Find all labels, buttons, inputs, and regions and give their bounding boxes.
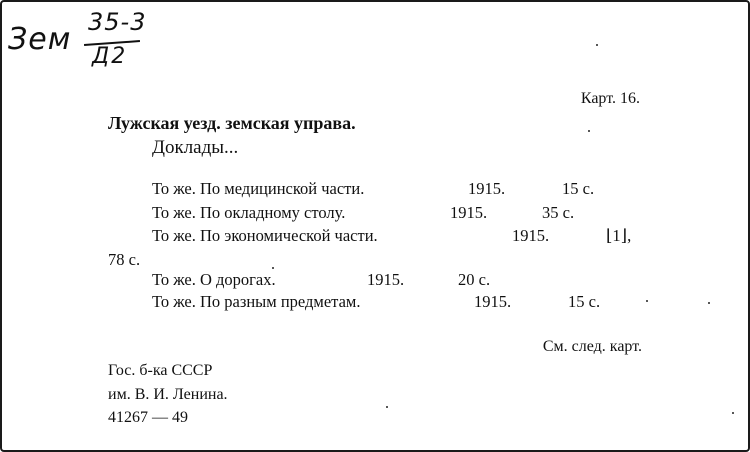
entry-2-pages: 35 с. <box>542 203 575 222</box>
entry-3-text: То же. По экономической части. <box>152 226 378 245</box>
library-name: Гос. б-ка СССР <box>108 362 213 379</box>
entry-2-year: 1915. <box>450 203 488 222</box>
entry-1-text: То же. По медицинской части. <box>152 179 365 198</box>
entry-5-text: То же. По разным предметам. <box>152 292 361 311</box>
entry-2-text: То же. По окладному столу. <box>152 203 346 222</box>
scan-speck <box>708 302 710 304</box>
scan-speck <box>386 406 388 408</box>
scan-speck <box>272 267 274 269</box>
handwritten-shelfmark: Зем <box>8 22 72 57</box>
inventory-number: 41267 — 49 <box>108 409 188 426</box>
handwritten-fraction-bottom: Д2 <box>92 44 128 69</box>
entry-3-continuation: 78 с. <box>108 250 141 269</box>
entry-5-year: 1915. <box>474 292 512 311</box>
scan-speck <box>588 130 590 132</box>
entry-1-year: 1915. <box>468 179 506 198</box>
library-dedication: им. В. И. Ленина. <box>108 386 228 403</box>
card-title: Лужская уезд. земская управа. <box>108 113 356 133</box>
entry-4-pages: 20 с. <box>458 270 491 289</box>
handwritten-fraction-top: 35-3 <box>88 8 147 36</box>
entry-4-year: 1915. <box>367 270 405 289</box>
card-subtitle: Доклады... <box>152 137 239 158</box>
card-number: Карт. 16. <box>580 90 640 107</box>
entry-4-text: То же. О дорогах. <box>152 270 276 289</box>
scan-speck <box>732 412 734 414</box>
entry-1-pages: 15 с. <box>562 179 595 198</box>
entry-5-pages: 15 с. <box>568 292 601 311</box>
scan-speck <box>646 300 648 302</box>
entry-3-bracket: ⌊1⌋, <box>606 226 632 245</box>
scan-speck <box>596 44 598 46</box>
entry-3-year: 1915. <box>512 226 550 245</box>
see-next-card: См. след. карт. <box>542 338 642 355</box>
